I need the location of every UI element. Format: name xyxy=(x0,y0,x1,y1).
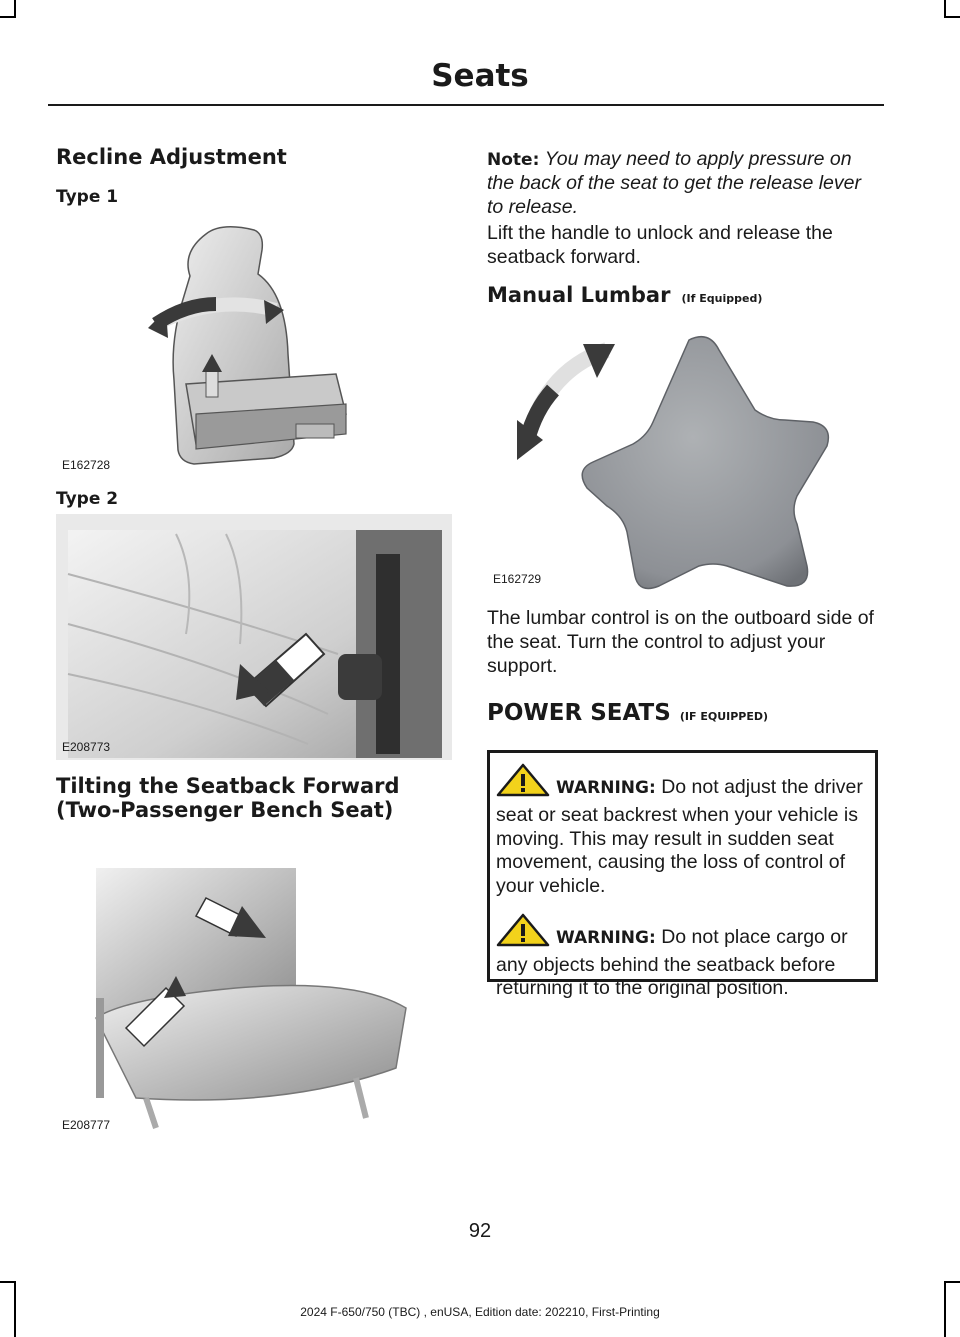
figure-code-e162728: E162728 xyxy=(62,458,111,472)
crop-mark-top-right-h xyxy=(944,16,960,18)
warning-triangle-icon xyxy=(496,763,550,804)
lift-paragraph: Lift the handle to unlock and release the seatback forward. xyxy=(487,222,833,268)
footer-text: 2024 F-650/750 (TBC) , enUSA, Edition date: 202210, First-Printing xyxy=(300,1305,660,1319)
tilt-heading-line2: (Two-Passenger Bench Seat) xyxy=(56,797,394,822)
crop-mark-bottom-right-h xyxy=(944,1281,960,1283)
power-seats-equipped: (IF EQUIPPED) xyxy=(679,710,769,723)
lumbar-heading-text: Manual Lumbar xyxy=(487,283,671,307)
power-seats-heading-text: POWER SEATS xyxy=(487,700,671,726)
warning-triangle-icon xyxy=(496,913,550,954)
seatback-tilt-illustration xyxy=(56,868,452,1130)
tilt-heading-line1: Tilting the Seatback Forward xyxy=(56,774,400,798)
title-divider xyxy=(48,104,884,106)
type1-label: Type 1 xyxy=(56,187,119,207)
lumbar-knob-illustration xyxy=(487,320,881,590)
note-paragraph xyxy=(487,148,881,219)
lumbar-paragraph: The lumbar control is on the outboard side of the seat. Turn the control to adjust your support. xyxy=(487,607,874,677)
figure-code-e208773: E208773 xyxy=(62,740,111,754)
warning-box xyxy=(487,750,878,1000)
page-number: 92 xyxy=(468,1220,492,1242)
warning-2-label: WARNING: xyxy=(556,927,656,948)
recline-heading: Recline Adjustment xyxy=(56,145,287,169)
tilt-heading xyxy=(56,775,400,822)
crop-mark-top-left-h xyxy=(0,16,16,18)
power-seats-heading xyxy=(487,700,768,726)
section-title: Seats xyxy=(431,58,529,94)
type2-label: Type 2 xyxy=(56,489,119,509)
note-text: You may need to apply pressure on the back of the seat to get the release lever to release. xyxy=(487,148,861,218)
bench-seat-recline-illustration xyxy=(56,514,452,760)
lumbar-equipped: (If Equipped) xyxy=(681,292,763,305)
crop-mark-bottom-left-h xyxy=(0,1281,16,1283)
warning-1-text: Do not adjust the driver seat or seat backrest when your vehicle is moving. This may result in sudden seat movement, causing the loss of control of your vehicle. xyxy=(496,776,863,898)
warning-2-text: Do not place cargo or any objects behind the seatback before returning it to the original position. xyxy=(496,925,848,1000)
figure-code-e208777: E208777 xyxy=(62,1118,111,1132)
lumbar-heading xyxy=(487,284,762,308)
warning-1 xyxy=(496,763,867,899)
warning-2 xyxy=(496,913,867,1001)
note-label: Note: xyxy=(487,150,540,170)
warning-1-label: WARNING: xyxy=(556,778,656,798)
seat-recline-illustration xyxy=(56,214,456,476)
figure-code-e162729: E162729 xyxy=(493,572,542,586)
